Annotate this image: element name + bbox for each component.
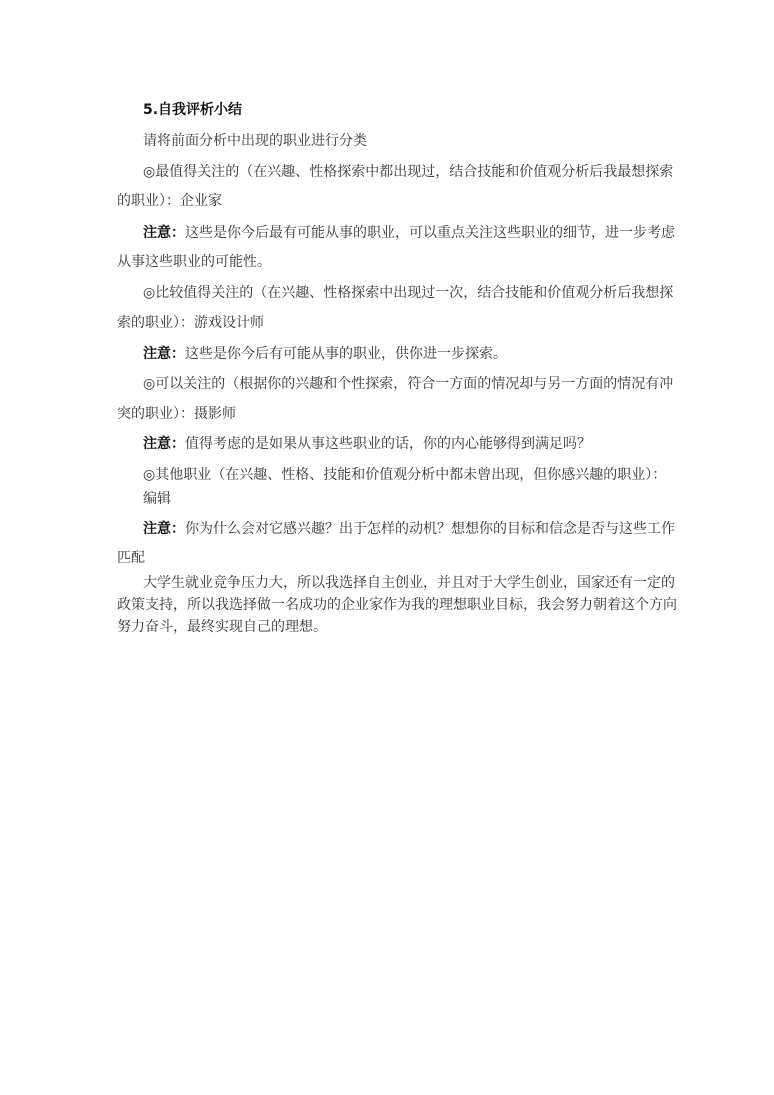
item3-note-label: 注意： (143, 436, 185, 452)
intro-text: 请将前面分析中出现的职业进行分类 (143, 133, 367, 149)
item4-note-text: 你为什么会对它感兴趣？出于怎样的动机？想想你的目标和信念是否与这些工作 (185, 521, 675, 537)
item4-note-label: 注意： (143, 521, 185, 537)
item1-line2: 的职业）：企业家 (117, 193, 222, 209)
item2-line1: ◎比较值得关注的（在兴趣、性格探索中出现过一次，结合技能和价值观分析后我想探 (143, 285, 674, 301)
item4-line2: 编辑 (143, 491, 171, 507)
item4-note-line2: 匹配 (117, 550, 145, 566)
item1-note (143, 224, 675, 242)
item3-note (143, 435, 591, 453)
item1-line1: ◎最值得关注的（在兴趣、性格探索中都出现过，结合技能和价值观分析后我最想探索 (143, 164, 674, 180)
item3-line1: ◎可以关注的（根据你的兴趣和个性探索，符合一方面的情况却与另一方面的情况有冲 (143, 376, 674, 392)
item4-note (143, 520, 675, 538)
item2-note (143, 345, 507, 363)
item1-note-label: 注意： (143, 225, 185, 241)
conclusion-line2: 政策支持，所以我选择做一名成功的企业家作为我的理想职业目标，我会努力朝着这个方向 (117, 597, 677, 613)
item2-note-text: 这些是你今后有可能从事的职业，供你进一步探索。 (185, 346, 507, 362)
section-heading: 5.自我评析小结 (143, 102, 243, 118)
conclusion-line3: 努力奋斗，最终实现自己的理想。 (117, 619, 327, 635)
item2-line2: 索的职业）：游戏设计师 (117, 315, 264, 331)
item1-note-line2: 从事这些职业的可能性。 (117, 254, 271, 270)
item3-line2: 突的职业）：摄影师 (117, 406, 236, 422)
item3-note-text: 值得考虑的是如果从事这些职业的话，你的内心能够得到满足吗？ (185, 436, 591, 452)
item4-line1: ◎其他职业（在兴趣、性格、技能和价值观分析中都未曾出现，但你感兴趣的职业）： (143, 467, 667, 483)
item2-note-label: 注意： (143, 346, 185, 362)
item1-note-text: 这些是你今后最有可能从事的职业，可以重点关注这些职业的细节，进一步考虑 (185, 225, 675, 241)
conclusion-line1: 大学生就业竞争压力大，所以我选择自主创业，并且对于大学生创业，国家还有一定的 (143, 575, 675, 591)
